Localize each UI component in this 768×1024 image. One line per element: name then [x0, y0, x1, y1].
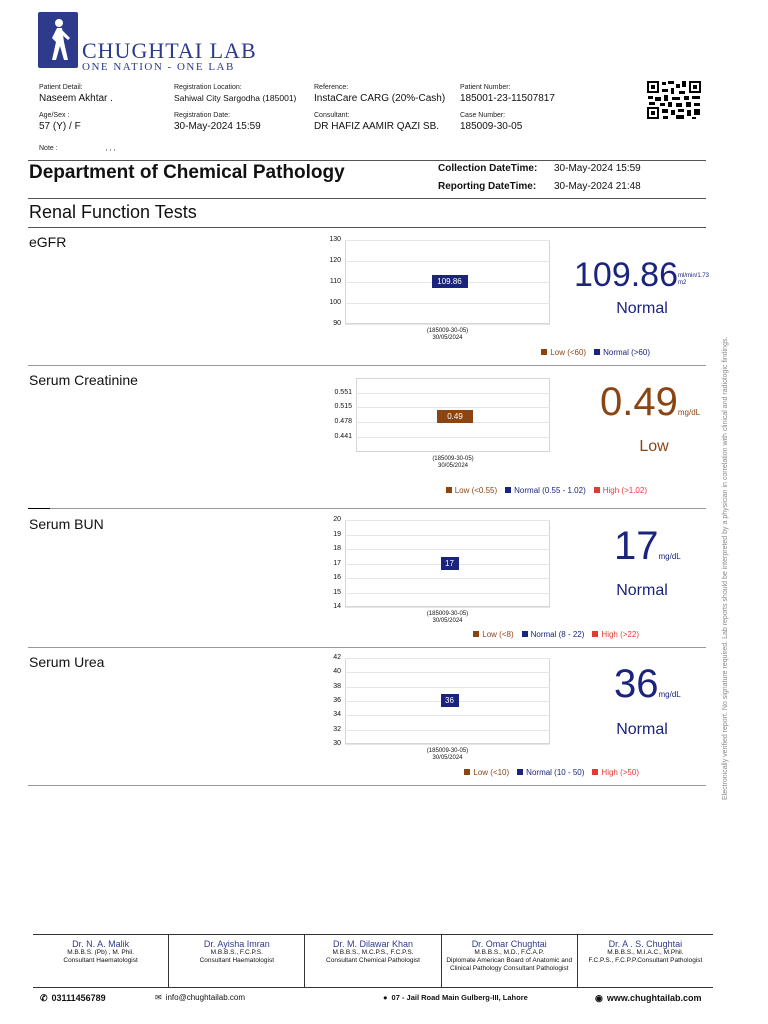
y-tick-label: 14: [333, 603, 341, 610]
legend-swatch: [594, 349, 600, 355]
reporting-datetime-value: 30-May-2024 21:48: [554, 181, 641, 192]
divider: [28, 508, 706, 509]
legend-item: Low (<10): [464, 768, 509, 777]
verification-note: Electronically verified report. No signature required. Lab reports should be interpreted by a physician in correlation with clinical and radiologic findings.: [722, 336, 729, 800]
gridline: [345, 549, 550, 550]
gridline: [345, 730, 550, 731]
legend-item: High (>1.02): [594, 486, 647, 495]
y-tick-label: 36: [333, 697, 341, 704]
result-value: 17mg/dL: [614, 524, 681, 568]
doctors-list: [33, 934, 713, 988]
result-value: 109.86ml/min/1.73 m2: [574, 256, 710, 294]
chart-legend: [533, 348, 650, 357]
x-axis-label: (185009-30-05) 30/05/2024: [426, 611, 469, 624]
location-pin-icon: ●: [383, 993, 388, 1002]
result-status: Low: [639, 438, 669, 455]
legend-item: Normal (8 - 22): [522, 630, 585, 639]
gridline: [345, 658, 550, 659]
case-number: Case Number: 185009-30-05: [460, 112, 523, 132]
y-tick-label: 32: [333, 726, 341, 733]
x-axis-label: (185009-30-05) 30/05/2024: [426, 748, 469, 761]
registration-date: Registration Date: 30-May-2024 15:59: [174, 112, 261, 132]
gridline: [345, 240, 550, 241]
registration-location: Registration Location: Sahiwal City Sargodha (185001): [174, 84, 297, 103]
doctor-card: Dr. Omar Chughtai M.B.B.S., M.D., F.C.A.P. Diplomate American Board of Anatomic and Clinical Pathology Consultant Pathologist: [442, 935, 578, 987]
mail-icon: ✉: [155, 993, 162, 1002]
legend-swatch: [522, 631, 528, 637]
y-tick-label: 40: [333, 668, 341, 675]
result-value: 0.49mg/dL: [600, 380, 701, 424]
y-tick-label: 110: [329, 278, 341, 285]
test-name: Serum BUN: [29, 516, 104, 532]
result-unit: mg/dL: [658, 552, 681, 561]
doctor-card: Dr. M. Dilawar Khan M.B.B.S., M.C.P.S., F.C.P.S. Consultant Chemical Pathologist: [305, 935, 441, 987]
gridline: [345, 672, 550, 673]
data-point-label: 17: [441, 557, 459, 570]
gridline: [345, 687, 550, 688]
globe-icon: ◉: [595, 993, 603, 1003]
data-point-label: 109.86: [432, 275, 468, 288]
y-tick-label: 15: [333, 589, 341, 596]
gridline: [345, 744, 550, 745]
data-point-label: 36: [441, 694, 459, 707]
walking-man-icon: [38, 12, 78, 68]
y-tick-label: 100: [329, 299, 341, 306]
qr-code-icon: [646, 80, 702, 120]
lab-tagline: ONE NATION - ONE LAB: [82, 61, 235, 73]
gridline: [345, 303, 550, 304]
y-tick-label: 0.441: [334, 433, 352, 440]
gridline: [345, 578, 550, 579]
section-title: Renal Function Tests: [29, 202, 197, 222]
result-status: Normal: [616, 300, 668, 317]
y-tick-label: 130: [329, 236, 341, 243]
divider: [28, 785, 706, 786]
lab-logo: [38, 12, 268, 73]
legend-swatch: [517, 769, 523, 775]
legend-swatch: [592, 631, 598, 637]
y-tick-label: 17: [333, 560, 341, 567]
y-tick-label: 90: [333, 320, 341, 327]
divider: [28, 365, 706, 366]
phone-contact[interactable]: ✆ 03111456789: [40, 993, 106, 1003]
legend-item: Normal (10 - 50): [517, 768, 584, 777]
legend-swatch: [464, 769, 470, 775]
note: Note : , , ,: [39, 145, 116, 152]
website-link[interactable]: ◉ www.chughtailab.com: [595, 993, 702, 1003]
data-point-label: 0.49: [437, 410, 473, 423]
gridline: [345, 715, 550, 716]
department-title: Department of Chemical Pathology: [29, 162, 345, 183]
legend-item: Normal (>60): [594, 348, 650, 357]
phone-icon: ✆: [40, 993, 48, 1003]
legend-item: Low (<60): [541, 348, 586, 357]
legend-swatch: [594, 487, 600, 493]
gridline: [356, 393, 550, 394]
gridline: [356, 437, 550, 438]
result-value: 36mg/dL: [614, 662, 681, 706]
divider: [28, 647, 706, 648]
result-status: Normal: [616, 582, 668, 599]
y-tick-label: 0.478: [334, 418, 352, 425]
y-tick-label: 34: [333, 711, 341, 718]
reference: Reference: InstaCare CARG (20%-Cash): [314, 84, 446, 104]
doctor-card: Dr. N. A. Malik M.B.B.S. (Pb) , M. Phil. Consultant Haematologist: [33, 935, 169, 987]
divider: [28, 227, 706, 228]
doctor-card: Dr. Ayisha Imran M.B.B.S., F.C.P.S. Consultant Haematologist: [169, 935, 305, 987]
gridline: [345, 593, 550, 594]
y-tick-label: 38: [333, 683, 341, 690]
chart-legend: [438, 486, 647, 495]
gridline: [345, 607, 550, 608]
x-axis-label: (185009-30-05) 30/05/2024: [432, 456, 474, 469]
email-contact[interactable]: ✉ info@chughtailab.com: [155, 993, 245, 1002]
legend-swatch: [473, 631, 479, 637]
legend-swatch: [446, 487, 452, 493]
divider: [28, 198, 706, 199]
address-contact: ● 07 - Jail Road Main Gulberg-III, Lahore: [383, 993, 528, 1002]
gridline: [345, 261, 550, 262]
result-status: Normal: [616, 721, 668, 738]
y-tick-label: 0.515: [334, 403, 352, 410]
age-sex: Age/Sex : 57 (Y) / F: [39, 112, 81, 132]
consultant: Consultant: DR HAFIZ AAMIR QAZI SB.: [314, 112, 440, 132]
x-axis-label: (185009-30-05) 30/05/2024: [426, 328, 469, 341]
gridline: [345, 324, 550, 325]
test-name: Serum Creatinine: [29, 372, 138, 388]
y-tick-label: 42: [333, 654, 341, 661]
collection-datetime-label: Collection DateTime:: [438, 163, 538, 174]
lab-name: CHUGHTAI LAB: [82, 38, 257, 63]
patient-number: Patient Number: 185001-23-11507817: [460, 84, 555, 104]
legend-swatch: [541, 349, 547, 355]
test-name: eGFR: [29, 234, 67, 250]
y-tick-label: 20: [333, 516, 341, 523]
y-tick-label: 30: [333, 740, 341, 747]
y-tick-label: 19: [333, 531, 341, 538]
y-tick-label: 120: [329, 257, 341, 264]
legend-item: High (>22): [592, 630, 639, 639]
legend-swatch: [592, 769, 598, 775]
chart-legend: [456, 768, 639, 777]
y-tick-label: 0.551: [334, 389, 352, 396]
y-tick-label: 18: [333, 545, 341, 552]
gridline: [345, 535, 550, 536]
divider: [28, 160, 706, 161]
doctor-card: Dr. A . S. Chughtai M.B.B.S., M.I.A.C., M.Phil. F.C.P.S., F.C.P.P.Consultant Pathologist: [588, 939, 703, 964]
result-unit: ml/min/1.73 m2: [678, 273, 710, 286]
result-unit: mg/dL: [677, 408, 701, 417]
legend-swatch: [505, 487, 511, 493]
legend-item: Low (<0.55): [446, 486, 497, 495]
patient-name: Naseem Akhtar .: [39, 93, 113, 104]
patient-detail: Patient Detail: Naseem Akhtar .: [39, 84, 113, 104]
result-unit: mg/dL: [658, 690, 681, 699]
legend-item: High (>50): [592, 768, 639, 777]
legend-item: Normal (0.55 - 1.02): [505, 486, 586, 495]
divider: [28, 508, 50, 509]
chart-legend: [465, 630, 639, 639]
legend-item: Low (<8): [473, 630, 513, 639]
gridline: [345, 520, 550, 521]
test-name: Serum Urea: [29, 654, 105, 670]
gridline: [356, 407, 550, 408]
collection-datetime-value: 30-May-2024 15:59: [554, 163, 641, 174]
reporting-datetime-label: Reporting DateTime:: [438, 181, 537, 192]
y-tick-label: 16: [333, 574, 341, 581]
